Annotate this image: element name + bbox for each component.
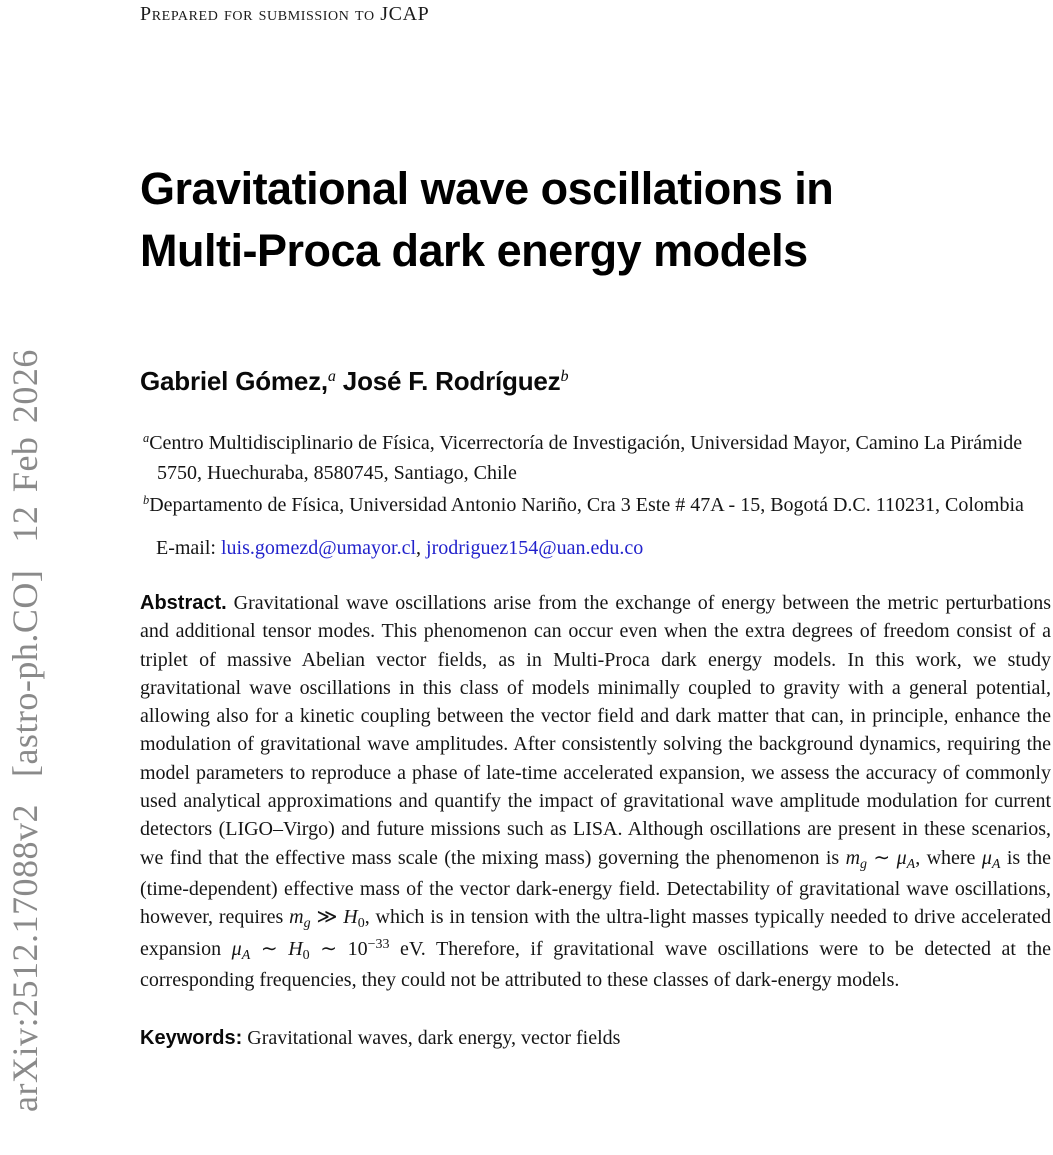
keywords-label: Keywords: <box>140 1027 243 1050</box>
abstract-paragraph: Abstract. Gravitational wave oscillations arise from the exchange of energy between the metric perturbations and additional tensor modes. This phenomenon can occur even when the extra degrees of freedom consist of a triplet of massive Abelian vector fields, as in Multi-Proca dark energy models. In this work, we study gravitational wave oscillations in this class of models minimally coupled to gravity with a general potential, allowing also for a kinetic coupling between the vector field and dark matter that can, in principle, enhance the modulation of gravitational wave amplitudes. After consistently solving the background dynamics, requiring the model parameters to reproduce a phase of late-time accelerated expansion, we assess the accuracy of commonly used analytical approximations and quantify the impact of gravitational wave amplitude modulation for current detectors (LIGO–Virgo) and future missions such as LISA. Although oscillations are present in these scenarios, we find that the effective mass scale (the mixing mass) governing the phenomenon is $m_g$ ∼ $\mu_A$, where $\mu_A$ is the (time-dependent) effective mass of the vector dark-energy field. Detectability of gravitational wave oscillations, however, requires $m_g$ ≫ $H_0$, which is in tension with the ultra-light masses typically needed to drive accelerated expansion $\mu_A$ ∼ $H_0$ ∼ $10^{-33}$ eV. Therefore, if gravitational wave oscillations were to be detected at the corresponding frequencies, they could not be attributed to these classes of dark-energy models. <box>140 592 1051 991</box>
affiliation-item-a: $^a$Centro Multidisciplinario de Física, Vicerrectoría de Investigación, Universidad Mayor, Camino La Pirámide 5750, Huechuraba, 8580745, Santiago, Chile <box>143 431 1023 484</box>
paper-title-line-2: Multi-Proca dark energy models <box>140 225 808 276</box>
affiliation-list <box>140 429 1051 521</box>
keywords-line: Keywords: Gravitational waves, dark energy, vector fields <box>140 1027 621 1050</box>
paper-title-line-1: Gravitational wave oscillations in <box>140 163 834 214</box>
authors-line: Gabriel Gómez,$^a$ José F. Rodríguez$^b$ <box>140 366 569 396</box>
jcap-header: Prepared for submission to JCAP <box>140 3 430 25</box>
email-link-2[interactable]: jrodriguez154@uan.edu.co <box>426 537 644 559</box>
email-line: E-mail: luis.gomezd@umayor.cl, jrodriguez154@uan.edu.co <box>156 537 644 559</box>
affiliation-item-b: $^b$Departamento de Física, Universidad Antonio Nariño, Cra 3 Este # 47A - 15, Bogotá D.C. 110231, Colombia <box>143 493 1024 516</box>
arxiv-stamp: arXiv:2512.17088v2 [astro-ph.CO] 12 Feb 2026 <box>5 349 45 1112</box>
paper-content <box>140 0 1051 1052</box>
abstract-label: Abstract. <box>140 592 227 614</box>
email-link-1[interactable]: luis.gomezd@umayor.cl <box>220 537 417 559</box>
paper-title <box>140 158 1051 282</box>
